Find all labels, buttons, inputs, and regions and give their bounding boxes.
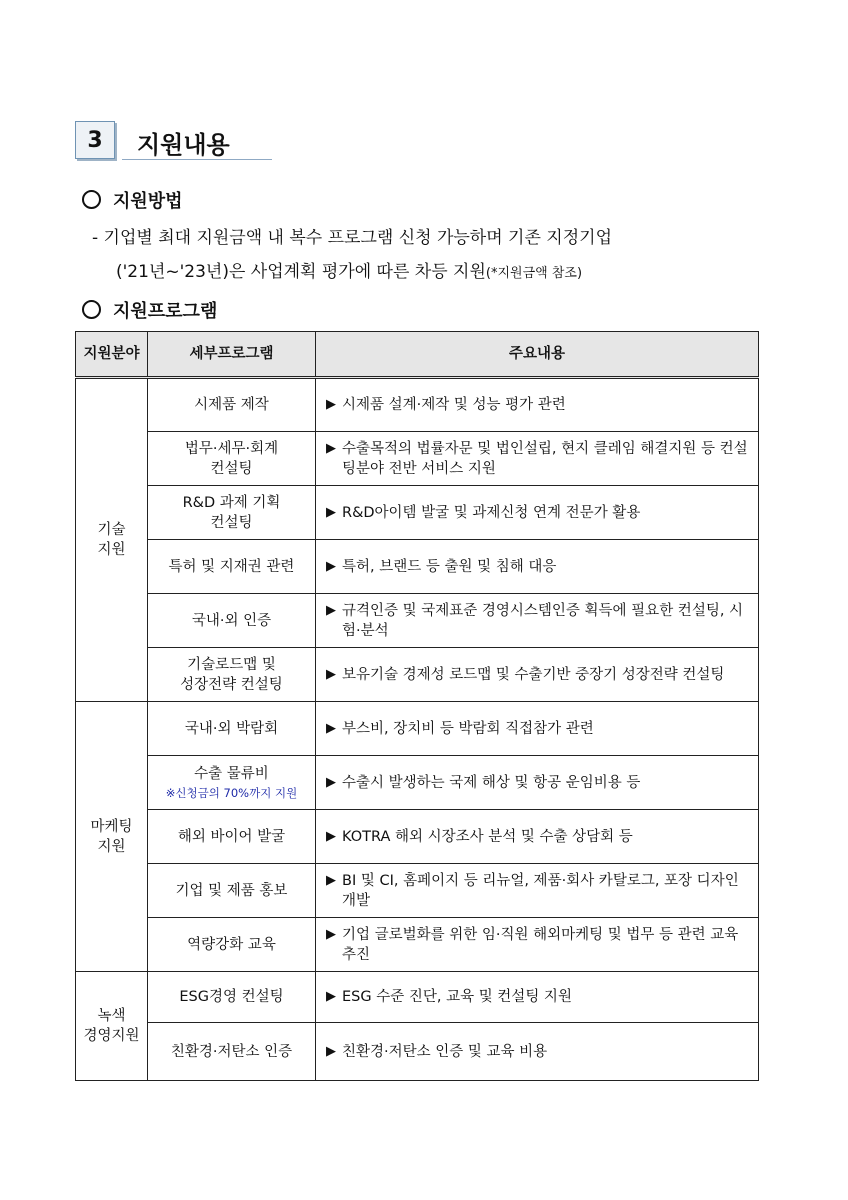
triangle-bullet-icon: ▶ xyxy=(326,397,336,412)
circle-bullet-icon xyxy=(82,300,101,319)
program-name-cell: 기술로드맵 및 성장전략 컨설팅 xyxy=(148,648,316,702)
section-title: 지원내용 xyxy=(137,131,230,159)
program-name-cell: 시제품 제작 xyxy=(148,378,316,432)
triangle-bullet-icon: ▶ xyxy=(326,989,336,1004)
program-content-text: 수출목적의 법률자문 및 법인설립, 현지 클레임 해결지원 등 컨설팅분야 전반 서비스 지원 xyxy=(342,440,748,477)
program-content-text: KOTRA 해외 시장조사 분석 및 수출 상담회 등 xyxy=(342,828,633,845)
program-content-cell xyxy=(316,756,759,810)
triangle-bullet-icon: ▶ xyxy=(326,926,336,942)
table-row xyxy=(76,594,759,648)
table-row xyxy=(76,972,759,1023)
section-number: 3 xyxy=(75,121,115,159)
program-content-text: 친환경·저탄소 인증 및 교육 비용 xyxy=(342,1043,548,1060)
triangle-bullet-icon: ▶ xyxy=(326,558,336,574)
program-note: ※신청금의 70%까지 지원 xyxy=(165,785,298,800)
program-content-text: 수출시 발생하는 국제 해상 및 항공 운임비용 등 xyxy=(342,774,641,791)
program-name-cell: 친환경·저탄소 인증 xyxy=(148,1023,316,1081)
method-line-1: - 기업별 최대 지원금액 내 복수 프로그램 신청 가능하며 기존 지정기업 xyxy=(92,228,612,248)
program-content-text: BI 및 CI, 홈페이지 등 리뉴얼, 제품·회사 카탈로그, 포장 디자인 개발 xyxy=(342,872,739,909)
program-content-text: R&D아이템 발굴 및 과제신청 연계 전문가 활용 xyxy=(342,504,641,521)
table-header-row xyxy=(76,332,759,378)
program-name-cell: 특허 및 지재권 관련 xyxy=(148,540,316,594)
program-table xyxy=(75,331,759,1081)
triangle-bullet-icon: ▶ xyxy=(326,872,336,888)
method-line-2-text: ('21년~'23년)은 사업계획 평가에 따른 차등 지원 xyxy=(116,262,486,282)
section-title-underline xyxy=(122,159,272,160)
program-name-cell: 해외 바이어 발굴 xyxy=(148,810,316,864)
table-row xyxy=(76,864,759,918)
program-name-cell: 국내·외 박람회 xyxy=(148,702,316,756)
program-content-cell xyxy=(316,432,759,486)
table-row xyxy=(76,378,759,432)
method-heading-text: 지원방법 xyxy=(113,191,183,212)
program-content-cell xyxy=(316,594,759,648)
program-content-cell xyxy=(316,486,759,540)
table-row xyxy=(76,486,759,540)
program-content-text: 시제품 설계·제작 및 성능 평가 관련 xyxy=(342,397,566,413)
program-content-cell xyxy=(316,1023,759,1081)
program-name-cell: 기업 및 제품 홍보 xyxy=(148,864,316,918)
program-name-cell: ESG경영 컨설팅 xyxy=(148,972,316,1023)
program-content-text: 기업 글로벌화를 위한 임·직원 해외마케팅 및 법무 등 관련 교육추진 xyxy=(342,926,739,963)
program-content-cell xyxy=(316,810,759,864)
table-row xyxy=(76,810,759,864)
triangle-bullet-icon: ▶ xyxy=(326,602,336,618)
header-content: 주요내용 xyxy=(316,332,759,378)
table-row xyxy=(76,432,759,486)
programs-heading xyxy=(82,297,217,323)
method-line-2-note: (*지원금액 참조) xyxy=(485,266,583,281)
table-row xyxy=(76,540,759,594)
program-content-cell xyxy=(316,378,759,432)
program-content-text: 보유기술 경제성 로드맵 및 수출기반 중장기 성장전략 컨설팅 xyxy=(342,666,725,683)
program-name-cell: 역량강화 교육 xyxy=(148,918,316,972)
program-name-cell: R&D 과제 기획 컨설팅 xyxy=(148,486,316,540)
program-content-text: 규격인증 및 국제표준 경영시스템인증 획득에 필요한 컨설팅, 시험·분석 xyxy=(342,602,744,639)
program-content-cell xyxy=(316,648,759,702)
support-field-cell: 녹색 경영지원 xyxy=(76,972,148,1081)
table-row xyxy=(76,756,759,810)
program-name-cell: 국내·외 인증 xyxy=(148,594,316,648)
program-content-text: 특허, 브랜드 등 출원 및 침해 대응 xyxy=(342,558,557,575)
program-name-cell: 수출 물류비 ※신청금의 70%까지 지원 xyxy=(148,756,316,810)
triangle-bullet-icon: ▶ xyxy=(326,666,336,682)
support-field-cell: 기술 지원 xyxy=(76,378,148,702)
table-row xyxy=(76,648,759,702)
table-row xyxy=(76,1023,759,1081)
method-line-2 xyxy=(116,257,582,282)
header-program: 세부프로그램 xyxy=(148,332,316,378)
program-name-cell: 법무·세무·회계 컨설팅 xyxy=(148,432,316,486)
program-content-cell xyxy=(316,702,759,756)
program-content-cell xyxy=(316,540,759,594)
program-content-text: ESG 수준 진단, 교육 및 컨설팅 지원 xyxy=(342,989,572,1005)
triangle-bullet-icon: ▶ xyxy=(326,774,336,790)
triangle-bullet-icon: ▶ xyxy=(326,1043,336,1059)
circle-bullet-icon xyxy=(82,190,101,209)
table-row xyxy=(76,702,759,756)
method-heading xyxy=(82,187,183,213)
programs-heading-text: 지원프로그램 xyxy=(113,301,218,322)
triangle-bullet-icon: ▶ xyxy=(326,720,336,736)
triangle-bullet-icon: ▶ xyxy=(326,440,336,456)
program-content-text: 부스비, 장치비 등 박람회 직접참가 관련 xyxy=(342,720,594,737)
triangle-bullet-icon: ▶ xyxy=(326,828,336,844)
triangle-bullet-icon: ▶ xyxy=(326,504,336,520)
support-field-cell: 마케팅 지원 xyxy=(76,702,148,972)
program-content-cell xyxy=(316,918,759,972)
program-content-cell xyxy=(316,864,759,918)
table-row xyxy=(76,918,759,972)
header-field: 지원분야 xyxy=(76,332,148,378)
program-content-cell xyxy=(316,972,759,1023)
